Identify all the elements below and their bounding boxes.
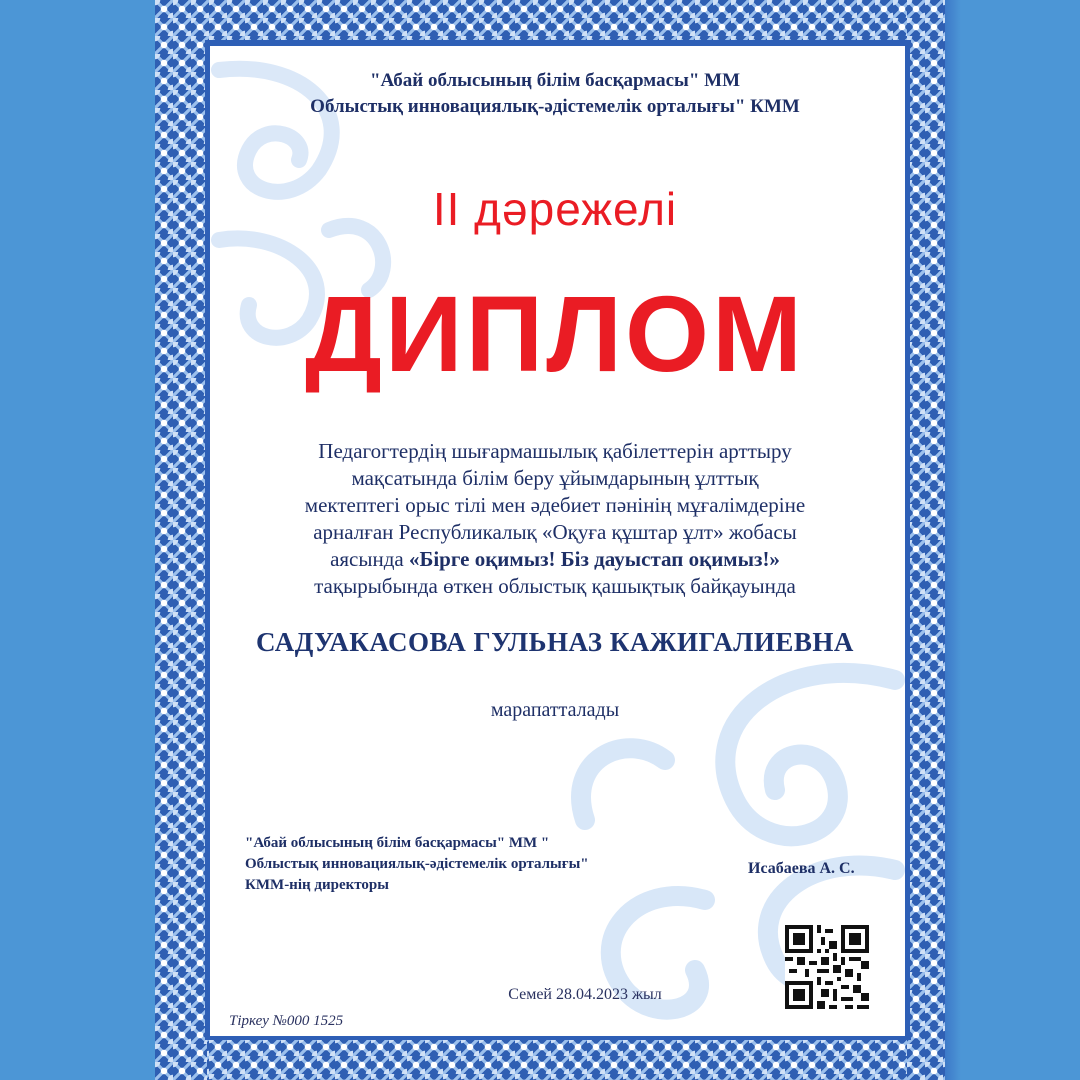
degree-heading: II дәрежелі [432,183,678,235]
description-line: тақырыбында өткен облыстық қашықтық байқауында [314,574,796,598]
description-line: мектептегі орыс тілі мен әдебиет пәнінің мұғалімдеріне [304,493,806,517]
director-line-3: КММ-нің директоры [245,877,389,893]
description-line [255,546,855,573]
description-line: мақсатында білім беру ұйымдарының ұлттық [351,466,759,490]
signatory-name: Исабаева А. С. [748,860,855,877]
issuer-line-1: "Абай облысының білім басқармасы" ММ [369,70,741,91]
frame-border-top [155,0,955,44]
description-line: арналған Республикалық «Оқуға құштар ұлт» жобасы [313,520,797,544]
frame-inner-line-top [205,40,911,46]
frame-inner-line-bottom [205,1036,911,1040]
issuer-line-2: Облыстық инновациялық-әдістемелік орталығы" КММ [310,96,800,117]
description-line: Педагогтердің шығармашылық қабілеттерін арттыру [318,439,792,463]
description-prefix: аясында [330,547,409,571]
frame-border-left [155,0,207,1080]
frame-border-bottom [155,1038,955,1080]
sheet-edge-shadow [945,0,961,1080]
award-description [255,438,855,600]
awarded-text: марапатталады [490,699,620,721]
place-and-date: Семей 28.04.2023 жыл [508,986,662,1003]
director-title-block [245,833,665,896]
director-line-1: "Абай облысының білім басқармасы" ММ " [245,835,550,851]
diploma-title: ДИПЛОМ [305,273,805,394]
recipient-name: САДУАКАСОВА ГУЛЬНАЗ КАЖИГАЛИЕВНА [256,627,854,657]
registration-number: Тіркеу №000 1525 [229,1013,344,1029]
qr-code [785,925,869,1009]
project-title: «Бірге оқимыз! Біз дауыстап оқимыз!» [408,547,780,571]
director-line-2: Облыстық инновациялық-әдістемелік орталығы" [245,856,589,872]
